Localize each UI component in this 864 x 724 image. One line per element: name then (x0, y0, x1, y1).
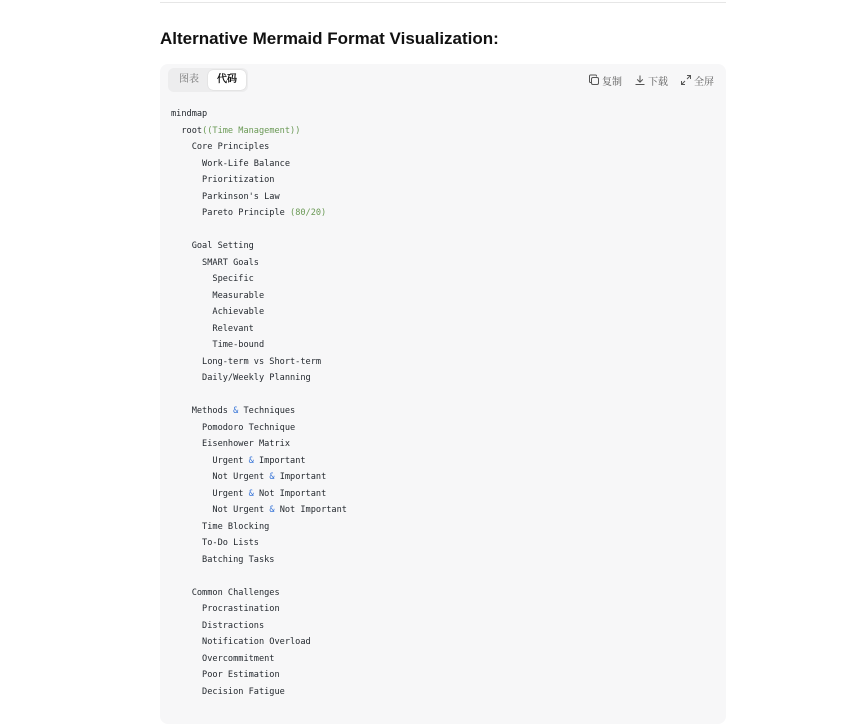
code-line (171, 321, 711, 338)
code-line (171, 304, 711, 321)
code-token: Achievable (212, 307, 265, 317)
code-token: Procrastination (202, 604, 280, 614)
fullscreen-label: 全屏 (694, 76, 714, 88)
code-line (171, 552, 711, 569)
code-line (171, 222, 711, 239)
code-line (171, 156, 711, 173)
code-token: Important (274, 472, 327, 482)
code-block-toolbar (160, 64, 726, 96)
code-token: Batching Tasks (202, 554, 275, 565)
code-token: Measurable (212, 290, 265, 301)
code-content (171, 106, 711, 700)
code-token: SMART Goals (202, 257, 259, 268)
code-line (171, 255, 711, 272)
code-token: Urgent (212, 488, 249, 499)
code-token: Techniques (238, 406, 296, 416)
code-line (171, 684, 711, 701)
code-token: Long-term vs Short-term (202, 356, 322, 367)
code-token: Goal Setting (191, 241, 254, 251)
code-token: Eisenhower Matrix (202, 439, 291, 449)
copy-button[interactable] (588, 73, 622, 88)
tab-diagram[interactable]: 图表 (179, 74, 199, 85)
code-line (171, 651, 711, 668)
code-token: Decision Fatigue (202, 686, 285, 697)
section-heading: Alternative Mermaid Format Visualization: (160, 29, 499, 48)
code-token: Time-bound (212, 340, 265, 350)
top-divider (160, 2, 726, 3)
fullscreen-icon (680, 74, 692, 86)
code-token: & (248, 455, 254, 466)
download-label: 下载 (648, 76, 668, 88)
fullscreen-button[interactable] (680, 73, 714, 88)
code-line (171, 634, 711, 651)
code-token: Time Blocking (202, 521, 270, 532)
download-button[interactable] (634, 73, 668, 88)
code-line (171, 453, 711, 470)
code-token: Important (253, 455, 306, 466)
code-token: & (248, 488, 254, 499)
code-token: To-Do Lists (202, 538, 259, 548)
copy-icon (588, 74, 600, 86)
code-token: Overcommitment (202, 653, 275, 664)
code-token: Prioritization (202, 175, 275, 185)
code-token: & (233, 406, 239, 416)
code-line (171, 106, 711, 123)
code-token: root (181, 125, 203, 136)
code-line (171, 288, 711, 305)
code-token: Pareto Principle (202, 208, 291, 218)
code-token: Methods (191, 406, 234, 416)
code-line (171, 535, 711, 552)
code-line (171, 486, 711, 503)
code-token: Relevant (212, 323, 254, 334)
code-line (171, 519, 711, 536)
copy-label: 复制 (602, 76, 622, 88)
code-line (171, 403, 711, 420)
code-token: Not Urgent (212, 505, 270, 515)
code-line (171, 172, 711, 189)
code-line (171, 667, 711, 684)
code-line (171, 139, 711, 156)
code-line (171, 585, 711, 602)
code-token: Daily/Weekly Planning (202, 373, 311, 383)
code-line (171, 205, 711, 222)
code-token: Common Challenges (191, 587, 280, 598)
code-token: Notification Overload (202, 637, 311, 647)
code-line (171, 420, 711, 437)
code-token: Poor Estimation (202, 670, 280, 680)
code-token: & (269, 505, 275, 515)
view-toggle (168, 68, 248, 92)
code-line (171, 436, 711, 453)
code-token: Pomodoro Technique (202, 422, 296, 433)
code-line (171, 568, 711, 585)
code-token: Work-Life Balance (202, 158, 291, 169)
tab-code[interactable]: 代码 (208, 70, 246, 90)
code-token: & (269, 472, 275, 482)
code-token: Not Important (253, 488, 327, 499)
code-line (171, 601, 711, 618)
code-line (171, 370, 711, 387)
code-token: mindmap (171, 109, 208, 119)
code-line (171, 387, 711, 404)
code-block-card (160, 64, 726, 724)
code-token: Parkinson's Law (202, 191, 280, 202)
download-icon (634, 74, 646, 86)
code-line (171, 271, 711, 288)
code-line (171, 502, 711, 519)
code-line (171, 238, 711, 255)
code-line (171, 354, 711, 371)
code-line (171, 337, 711, 354)
code-token: Specific (212, 274, 254, 284)
code-line (171, 618, 711, 635)
code-line (171, 469, 711, 486)
code-token: (80/20) (290, 208, 327, 218)
code-token: Not Urgent (212, 472, 270, 482)
code-token: Not Important (274, 505, 347, 515)
code-token: Core Principles (191, 142, 270, 152)
code-token: Urgent (212, 455, 249, 466)
code-token: ((Time Management)) (202, 125, 301, 136)
code-token: Distractions (202, 620, 265, 631)
toolbar-actions (588, 70, 714, 90)
code-line (171, 189, 711, 206)
code-line (171, 123, 711, 140)
